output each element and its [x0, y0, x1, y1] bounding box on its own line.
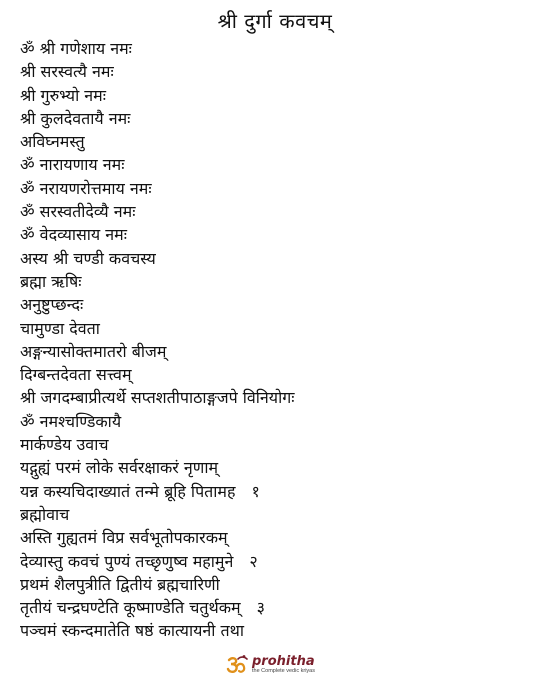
- verse-line: [20, 200, 540, 223]
- verse-text: अस्य श्री चण्डी कवचस्य: [20, 248, 156, 268]
- logo-tagline: the Complete vedic kriyas: [252, 668, 315, 674]
- verse-line: [20, 153, 540, 176]
- verse-line: [20, 84, 540, 107]
- verse-text: दिग्बन्तदेवता सत्त्वम्: [20, 365, 132, 385]
- verse-line: [20, 573, 540, 596]
- verse-line: [20, 386, 540, 409]
- page-title: श्री दुर्गा कवचम्: [217, 9, 333, 33]
- verse-text: ॐ श्री गणेशाय नमः: [20, 39, 132, 58]
- verse-text: यन्न कस्यचिदाख्यातं तन्मे ब्रूहि पितामह: [20, 481, 236, 501]
- verse-text: ॐ नरायणरोत्तमाय नमः: [20, 178, 152, 198]
- verse-line: [20, 247, 540, 270]
- verse-line: [20, 177, 540, 200]
- verse-number: १: [251, 481, 260, 501]
- verse-line: [20, 480, 540, 503]
- verse-line: [20, 340, 540, 363]
- verse-line: [20, 37, 540, 60]
- verse-line: [20, 433, 540, 456]
- verse-number: ३: [256, 598, 265, 618]
- verse-text: अनुष्टुप्छन्दः: [20, 295, 84, 315]
- verse-text: देव्यास्तु कवचं पुण्यं तच्छृणुष्व महामुने: [20, 551, 234, 571]
- verse-text: अङ्गन्यासोक्तमातरो बीजम्: [20, 341, 167, 361]
- om-icon: [226, 654, 250, 676]
- verse-text: चामुण्डा देवता: [20, 318, 100, 338]
- verse-line: [20, 550, 540, 573]
- verse-line: [20, 596, 540, 619]
- verse-line: [20, 293, 540, 316]
- verse-text: यद्गुह्यं परमं लोके सर्वरक्षाकरं नृणाम्: [20, 458, 219, 478]
- verse-line: [20, 130, 540, 153]
- footer-logo: [226, 653, 315, 677]
- verse-line: [20, 60, 540, 83]
- verse-text: श्री जगदम्बाप्रीत्यर्थे सप्तशतीपाठाङ्गजपे विनियोगः: [20, 388, 295, 408]
- verse-line: [20, 526, 540, 549]
- verse-text: ॐ वेदव्यासाय नमः: [20, 225, 127, 245]
- verse-text: अस्ति गुह्यतमं विप्र सर्वभूतोपकारकम्: [20, 528, 228, 548]
- verse-text: ब्रह्मा ऋषिः: [20, 271, 82, 291]
- verse-line: [20, 270, 540, 293]
- verse-number: २: [249, 551, 258, 571]
- verse-text: श्री सरस्वत्यै नमः: [20, 62, 114, 82]
- verse-line: [20, 223, 540, 246]
- verse-line: [20, 317, 540, 340]
- verse-line: [20, 456, 540, 479]
- verse-line: [20, 410, 540, 433]
- verse-text: श्री गुरुभ्यो नमः: [20, 85, 106, 105]
- verse-line: [20, 619, 540, 642]
- verse-list: [20, 37, 540, 643]
- verse-text: ब्रह्मोवाच: [20, 504, 70, 524]
- verse-line: [20, 107, 540, 130]
- verse-line: [20, 503, 540, 526]
- verse-text: ॐ सरस्वतीदेव्यै नमः: [20, 202, 136, 222]
- verse-text: प्रथमं शैलपुत्रीति द्वितीयं ब्रह्मचारिणी: [20, 574, 220, 594]
- verse-text: श्री कुलदेवतायै नमः: [20, 108, 131, 128]
- verse-text: तृतीयं चन्द्रघण्टेति कूष्माण्डेति चतुर्थकम्: [20, 598, 241, 618]
- verse-text: ॐ नारायणाय नमः: [20, 155, 125, 175]
- logo-name: prohitha: [252, 654, 315, 669]
- verse-text: ॐ नमश्चण्डिकायै: [20, 411, 122, 431]
- verse-text: पञ्चमं स्कन्दमातेति षष्ठं कात्यायनी तथा: [20, 621, 244, 641]
- verse-line: [20, 363, 540, 386]
- verse-text: मार्कण्डेय उवाच: [20, 435, 109, 455]
- verse-text: अविघ्नमस्तु: [20, 132, 85, 152]
